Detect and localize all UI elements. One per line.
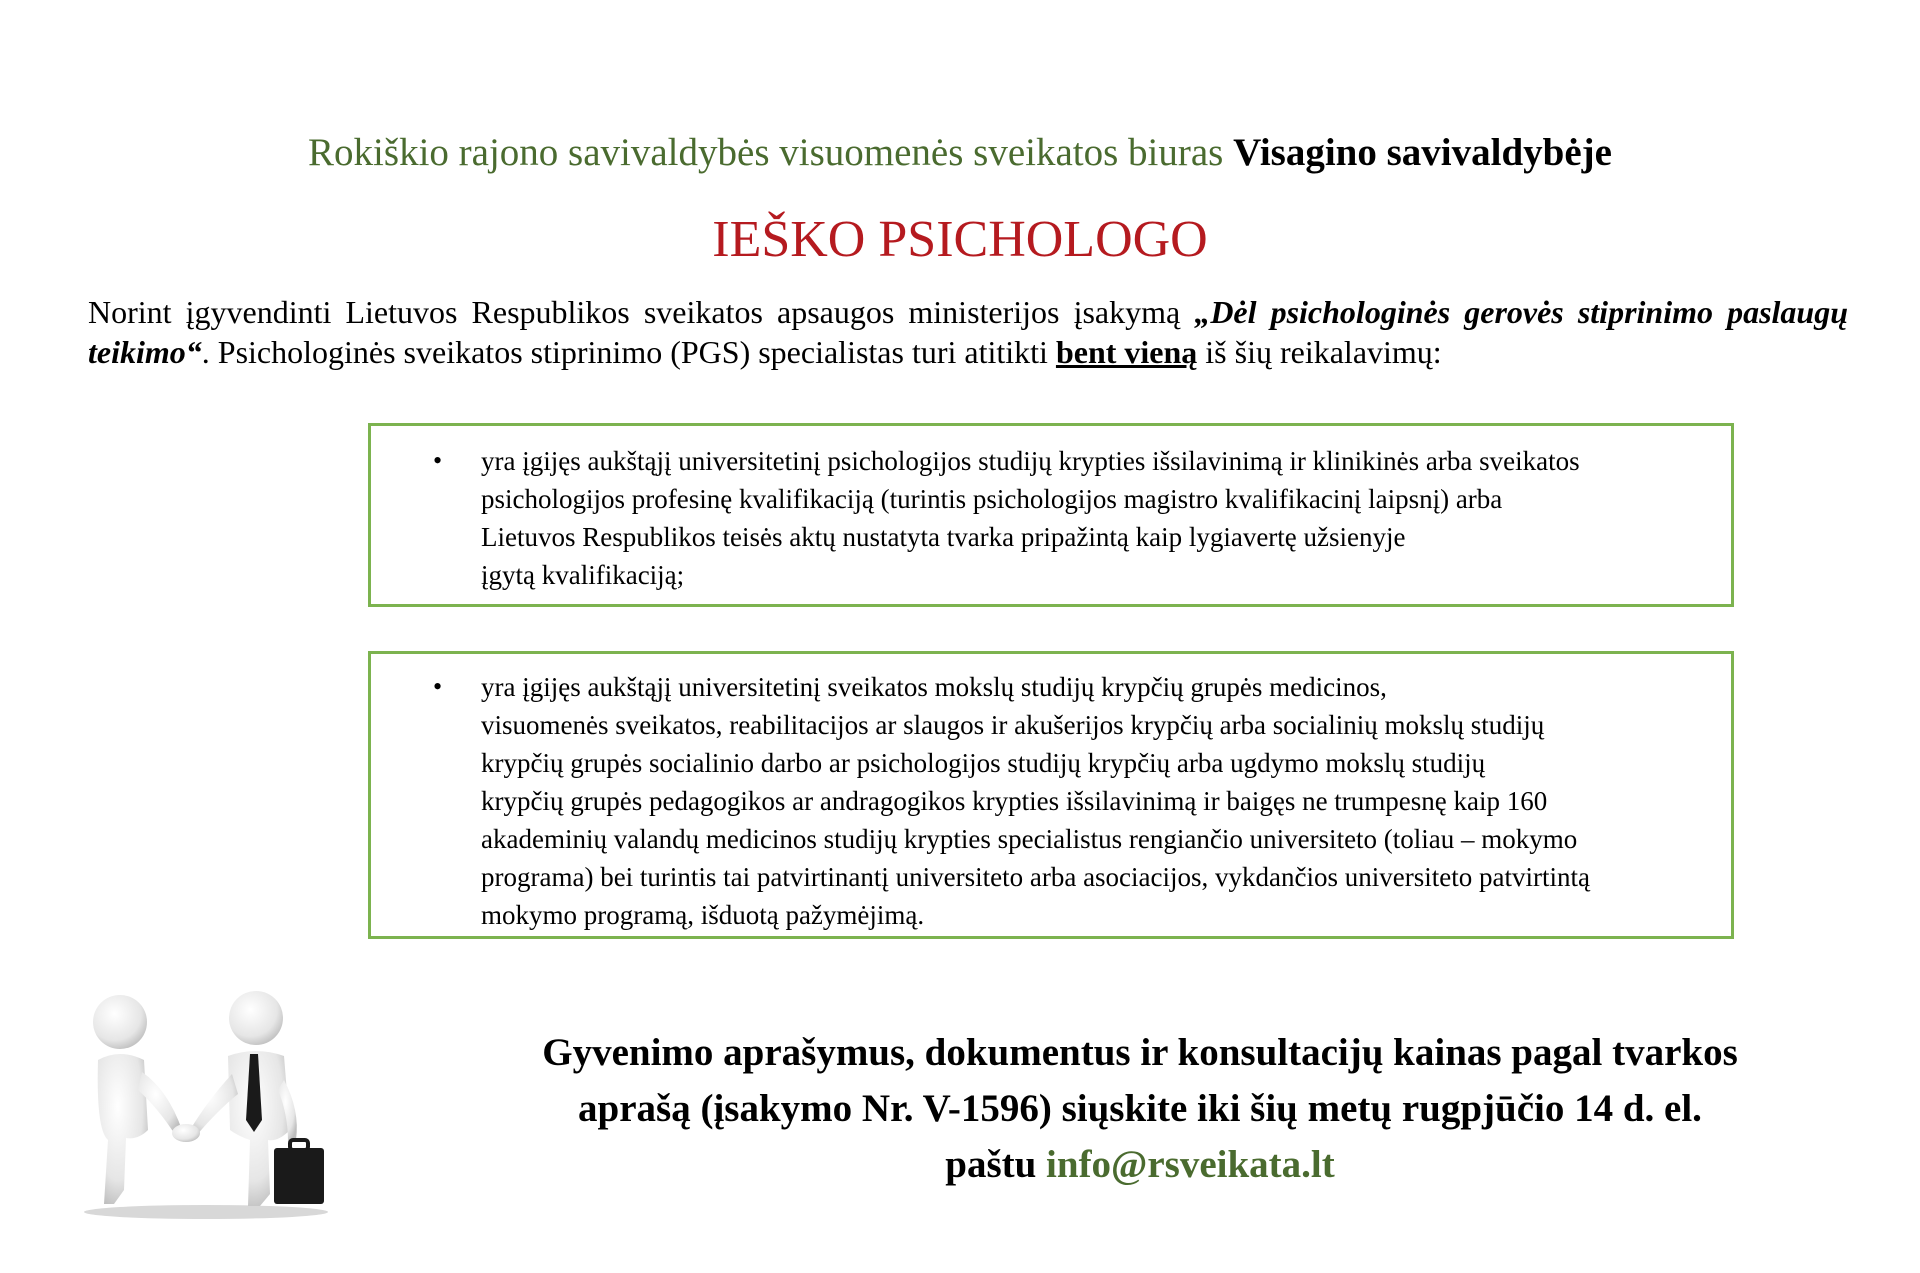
requirement-text-2 bbox=[481, 668, 1711, 934]
location-name: Visagino savivaldybėje bbox=[1233, 131, 1612, 174]
organization-name: Rokiškio rajono savivaldybės visuomenės sveikatos biuras bbox=[308, 131, 1224, 174]
intro-text-2: . Psichologinės sveikatos stiprinimo (PGS) specialistas turi atitikti bbox=[201, 334, 1056, 370]
order-title: „Dėl psichologinės gerovės stiprinimo paslaugų teikimo“ bbox=[88, 294, 1849, 370]
page-title: IEŠKO PSICHOLOGO bbox=[712, 211, 1208, 268]
handshake-figures-icon bbox=[78, 990, 334, 1220]
requirement-line: yra įgijęs aukštąjį universitetinį psichologijos studijų krypties išsilavinimą ir klinikinės arba sveikatos bbox=[481, 446, 1580, 476]
header-line bbox=[0, 128, 1920, 178]
requirement-line: psichologijos profesinę kvalifikaciją (turintis psichologijos magistro kvalifikacinį laipsnį) arba bbox=[481, 484, 1503, 514]
closing-line-3 bbox=[420, 1137, 1860, 1193]
closing-prefix: paštu bbox=[945, 1143, 1047, 1186]
intro-text-3: iš šių reikalavimų: bbox=[1197, 334, 1442, 370]
requirement-line: visuomenės sveikatos, reabilitacijos ar slaugos ir akušerijos krypčių arba socialinių mokslų studijų bbox=[481, 710, 1545, 740]
requirement-line: akademinių valandų medicinos studijų krypties specialistus rengiančio universiteto (toliau – mokymo bbox=[481, 824, 1578, 854]
requirement-line: krypčių grupės pedagogikos ar andragogikos krypties išsilavinimą ir baigęs ne trumpesnę kaip 160 bbox=[481, 786, 1548, 816]
closing-text bbox=[420, 1025, 1860, 1193]
requirement-line: įgytą kvalifikaciją; bbox=[481, 560, 685, 590]
intro-text-1: Norint įgyvendinti Lietuvos Respublikos sveikatos apsaugos ministerijos įsakymą bbox=[88, 294, 1195, 330]
requirement-line: programa) bei turintis tai patvirtinantį universiteto arba asociacijos, vykdančios universiteto patvirtintą bbox=[481, 862, 1590, 892]
requirement-line: mokymo programą, išduotą pažymėjimą. bbox=[481, 900, 925, 930]
briefcase-shape bbox=[274, 1148, 324, 1204]
closing-line-1: Gyvenimo aprašymus, dokumentus ir konsultacijų kainas pagal tvarkos bbox=[542, 1031, 1738, 1074]
requirement-box-2 bbox=[368, 651, 1734, 939]
requirement-line: yra įgijęs aukštąjį universitetinį sveikatos mokslų studijų krypčių grupės medicinos, bbox=[481, 672, 1387, 702]
email-link[interactable]: info@rsveikata.lt bbox=[1046, 1143, 1335, 1186]
bullet-icon: • bbox=[433, 446, 443, 475]
intro-paragraph bbox=[88, 292, 1848, 372]
bullet-icon: • bbox=[433, 672, 443, 701]
requirement-text-1 bbox=[481, 442, 1711, 594]
emphasis-text: bent vieną bbox=[1055, 334, 1198, 370]
requirement-box-1 bbox=[368, 423, 1734, 607]
requirement-line: krypčių grupės socialinio darbo ar psichologijos studijų krypčių arba ugdymo mokslų studijų bbox=[481, 748, 1486, 778]
requirement-line: Lietuvos Respublikos teisės aktų nustatyta tvarka pripažintą kaip lygiavertę užsienyje bbox=[481, 522, 1406, 552]
closing-line-2: aprašą (įsakymo Nr. V-1596) siųskite iki šių metų rugpjūčio 14 d. el. bbox=[578, 1087, 1702, 1130]
